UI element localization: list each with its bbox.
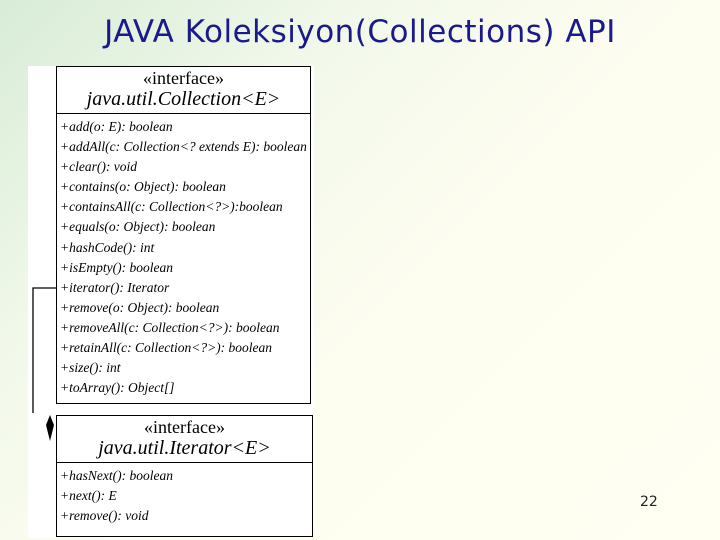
slide-title: JAVA Koleksiyon(Collections) API (104, 14, 616, 50)
method-remove: +remove(o: Object): boolean (60, 299, 220, 315)
method-iterator-remove: +remove(): void (60, 508, 149, 524)
method-containsall: +containsAll(c: Collection<?>):boolean (60, 199, 283, 215)
composition-diamond (46, 415, 54, 441)
method-hasnext: +hasNext(): boolean (60, 468, 173, 483)
iterator-class-name: java.util.Iterator<E> (98, 437, 271, 459)
method-toarray: +toArray(): Object[] (60, 380, 175, 396)
method-isempty: +isEmpty(): boolean (60, 259, 173, 275)
method-clear: +clear(): void (60, 159, 137, 175)
iterator-method-list (57, 463, 312, 526)
method-size: +size(): int (60, 360, 121, 376)
iterator-stereotype: «interface» (144, 417, 225, 437)
collection-method-list (57, 114, 310, 398)
method-next: +next(): E (60, 488, 117, 504)
page-number: 22 (640, 494, 658, 510)
method-retainall: +retainAll(c: Collection<?>): boolean (60, 340, 273, 356)
collection-class-name: java.util.Collection<E> (86, 88, 281, 110)
collection-stereotype: «interface» (143, 68, 224, 88)
method-contains: +contains(o: Object): boolean (60, 179, 226, 195)
connector-line (33, 288, 56, 413)
iterator-interface-box (56, 415, 313, 537)
method-add: +add(o: E): boolean (60, 119, 173, 134)
collection-interface-box (56, 66, 311, 404)
method-hashcode: +hashCode(): int (60, 239, 155, 255)
iterator-header (57, 416, 312, 463)
method-removeall: +removeAll(c: Collection<?>): boolean (60, 319, 280, 335)
collection-header (57, 67, 310, 114)
method-equals: +equals(o: Object): boolean (60, 219, 216, 235)
method-addall: +addAll(c: Collection<? extends E): boolean (60, 139, 307, 155)
method-iterator: +iterator(): Iterator (60, 279, 170, 295)
